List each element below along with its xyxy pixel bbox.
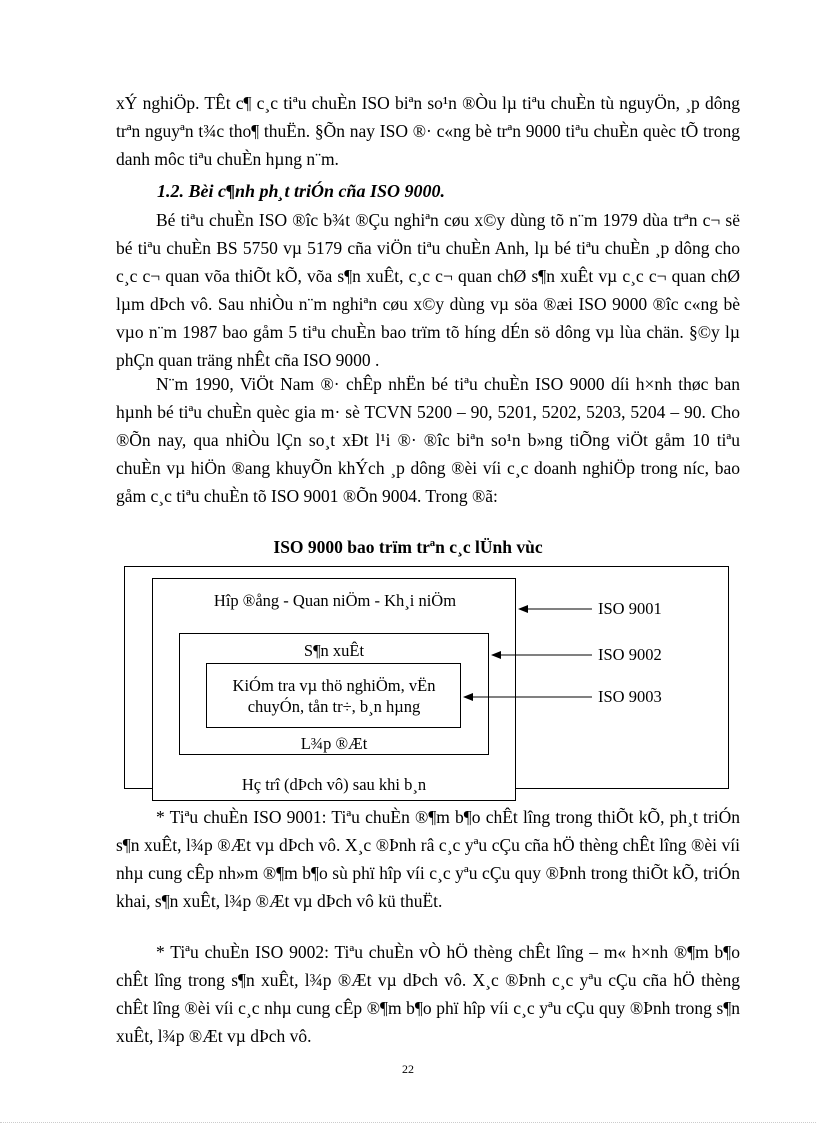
section-heading: 1.2. Bèi c¶nh ph¸t triÓn cña ISO 9000. bbox=[157, 181, 446, 201]
diagram-title: ISO 9000 bao trïm trªn c¸c lÜnh vùc bbox=[273, 537, 543, 557]
box-iso-9002-label: S¶n xuÊt bbox=[303, 641, 365, 660]
box-iso-9001-label: Hîp ®ång - Quan niÖm - Kh¸i niÖm bbox=[213, 591, 457, 610]
box-iso-9001-bottom-label: Hç trî (dÞch vô) sau khi b¸n bbox=[241, 775, 427, 794]
paragraph-vietnam: N¨m 1990, ViÖt Nam ®· chÊp nhËn bé tiªu chuÈn ISO 9000 díi h×nh thøc ban hµnh bé tiªu chuÈn quèc gia m· sè TCVN 5200 – 90, 5201, 5202, 5203, 5204 – 90. Cho ®Õn nay, qua nhiÒu lÇn so¸t xÐt l¹i ®· ®îc biªn so¹n b»ng tiÕng viÖt gåm 10 tiªu chuÈn vµ hiÖn ®ang khuyÕn khÝch ¸p dông ®èi víi c¸c doanh nghiÖp trong níc, bao gåm c¸c tiªu chuÈn tõ ISO 9001 ®Õn 9004. Trong ®ã: bbox=[116, 374, 740, 506]
box-iso-9002-bottom-label: L¾p ®Æt bbox=[300, 734, 368, 753]
page-number: 22 bbox=[402, 1062, 414, 1076]
paragraph-intro: xÝ nghiÖp. TÊt c¶ c¸c tiªu chuÈn ISO biªn so¹n ®Òu lµ tiªu chuÈn tù nguyÖn, ¸p dông trªn nguyªn t¾c tho¶ thuËn. §Õn nay ISO ®· c«ng bè trªn 9000 tiªu chuÈn quèc tÕ trong danh môc tiªu chuÈn hµng n¨m. bbox=[116, 93, 740, 169]
box-iso-9003-label: KiÓm tra vµ thö nghiÖm, vËn chuyÓn, tån tr÷, b¸n hµng bbox=[232, 676, 436, 716]
label-iso-9001: ISO 9001 bbox=[598, 599, 662, 618]
paragraph-iso-9002: * Tiªu chuÈn ISO 9002: Tiªu chuÈn vÒ hÖ thèng chÊt lîng – m« h×nh ®¶m b¶o chÊt lîng trong s¶n xuÊt, l¾p ®Æt vµ dÞch vô. X¸c ®Þnh c¸c yªu cÇu cña hÖ thèng chÊt lîng ®èi víi c¸c nhµ cung cÊp ®¶m b¶o phï hîp víi c¸c yªu cÇu quy ®Þnh trong s¶n xuÊt, l¾p ®Æt vµ dÞch vô. bbox=[116, 942, 740, 1046]
paragraph-background: Bé tiªu chuÈn ISO ®îc b¾t ®Çu nghiªn cøu x©y dùng tõ n¨m 1979 dùa trªn c¬ së bé tiªu chuÈn BS 5750 vµ 5179 cña viÖn tiªu chuÈn Anh, lµ bé tiªu chuÈn ¸p dông cho c¸c c¬ quan võa thiÕt kÕ, võa s¶n xuÊt, c¸c c¬ quan chØ s¶n xuÊt vµ c¸c c¬ quan chØ lµm dÞch vô. Sau nhiÒu n¨m nghiªn cøu x©y dùng vµ söa ®æi ISO 9000 ®îc c«ng bè vµo n¨m 1987 bao gåm 5 tiªu chuÈn bao trïm tõ híng dÉn sö dông vµ lùa chän. §©y lµ phÇn quan träng nhÊt cña ISO 9000 . bbox=[116, 210, 740, 370]
label-iso-9002: ISO 9002 bbox=[598, 645, 662, 664]
label-iso-9003: ISO 9003 bbox=[598, 687, 662, 706]
paragraph-iso-9001: * Tiªu chuÈn ISO 9001: Tiªu chuÈn ®¶m b¶o chÊt lîng trong thiÕt kÕ, ph¸t triÓn s¶n xuÊt, l¾p ®Æt vµ dÞch vô. X¸c ®Þnh râ c¸c yªu cÇu cña hÖ thèng chÊt lîng ®èi víi nhµ cung cÊp nh»m ®¶m b¶o sù phï hîp víi c¸c yªu cÇu quy ®Þnh trong thiÕt kÕ, triÓn khai, s¶n xuÊt, l¾p ®Æt vµ dÞch vô kü thuËt. bbox=[116, 807, 740, 911]
